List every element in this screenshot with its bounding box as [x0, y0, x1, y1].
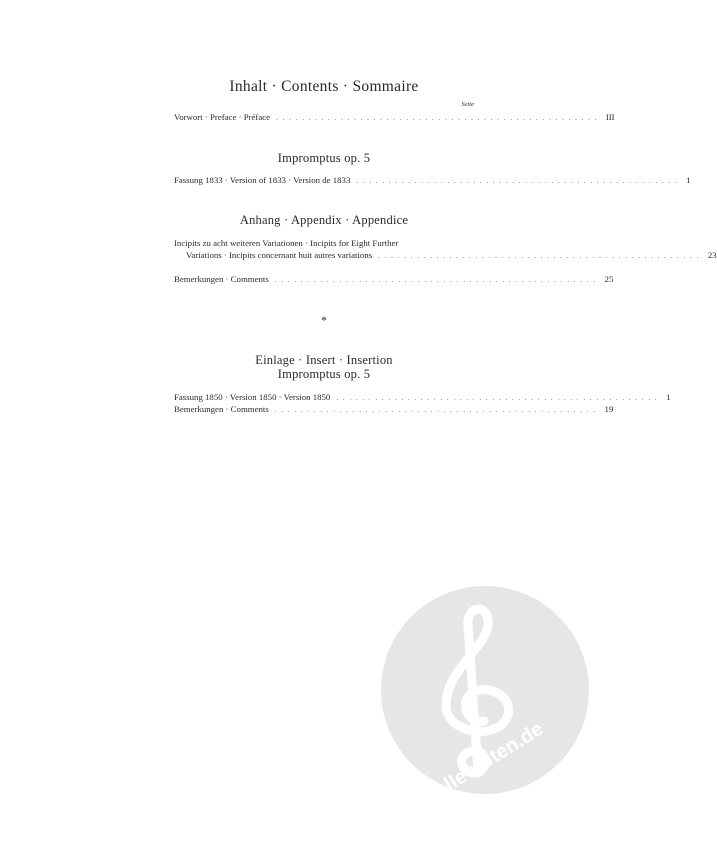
- toc-entry-page: 1: [666, 392, 671, 402]
- toc-entry-page: 19: [604, 404, 614, 414]
- section-heading-impromptus: Impromptus op. 5: [277, 151, 371, 165]
- page-column-label: Seite: [461, 101, 474, 108]
- toc-entry-insert-comments[interactable]: [174, 404, 614, 415]
- leader-dots: . . . . . . . . . . . . . . . . . . . . . . . . . . . . . . . . . . . . . . . . . . . . . . . . . .: [276, 114, 598, 122]
- section-heading-insert: Einlage · Insert · Insertion: [255, 353, 393, 367]
- toc-entry-page: III: [605, 112, 615, 122]
- toc-entry-comments[interactable]: [174, 274, 614, 285]
- watermark-text: alle-noten.de: [431, 717, 548, 802]
- toc-entry-label: Bemerkungen · Comments: [174, 274, 269, 284]
- toc-entry-incipits-line1[interactable]: Incipits zu acht weiteren Variationen · Incipits for Eight Further: [174, 238, 399, 248]
- toc-entry-label: Variations · Incipits concernant huit autres variations: [186, 250, 373, 260]
- toc-entry-version-1833[interactable]: [174, 175, 691, 186]
- toc-entry-label: Vorwort · Preface · Préface: [174, 112, 271, 122]
- page-title: Inhalt · Contents · Sommaire: [229, 78, 419, 95]
- toc-entry-label: Fassung 1850 · Version 1850 · Version 1850: [174, 392, 331, 402]
- toc-entry-page: 1: [686, 175, 691, 185]
- section-heading-appendix: Anhang · Appendix · Appendice: [239, 213, 409, 227]
- leader-dots: . . . . . . . . . . . . . . . . . . . . . . . . . . . . . . . . . . . . . . . . . . . . . . . . . .: [356, 177, 679, 185]
- toc-entry-page: 23: [707, 250, 717, 260]
- toc-entry-incipits[interactable]: [186, 250, 717, 261]
- leader-dots: . . . . . . . . . . . . . . . . . . . . . . . . . . . . . . . . . . . . . . . . . . . . . . . . . .: [274, 406, 597, 414]
- section-separator: *: [321, 313, 327, 327]
- watermark-logo-icon: [350, 585, 620, 802]
- leader-dots: . . . . . . . . . . . . . . . . . . . . . . . . . . . . . . . . . . . . . . . . . . . . . . . . . .: [378, 252, 700, 260]
- toc-entry-label: Bemerkungen · Comments: [174, 404, 269, 414]
- section-subheading-insert: Impromptus op. 5: [277, 367, 371, 381]
- leader-dots: . . . . . . . . . . . . . . . . . . . . . . . . . . . . . . . . . . . . . . . . . . . . . . . . . .: [274, 276, 597, 284]
- toc-entry-page: 25: [604, 274, 614, 284]
- leader-dots: . . . . . . . . . . . . . . . . . . . . . . . . . . . . . . . . . . . . . . . . . . . . . . . . . .: [336, 394, 659, 402]
- toc-entry-preface[interactable]: [174, 112, 615, 123]
- toc-entry-version-1850[interactable]: [174, 392, 671, 403]
- toc-entry-label: Fassung 1833 · Version of 1833 · Version de 1833: [174, 175, 351, 185]
